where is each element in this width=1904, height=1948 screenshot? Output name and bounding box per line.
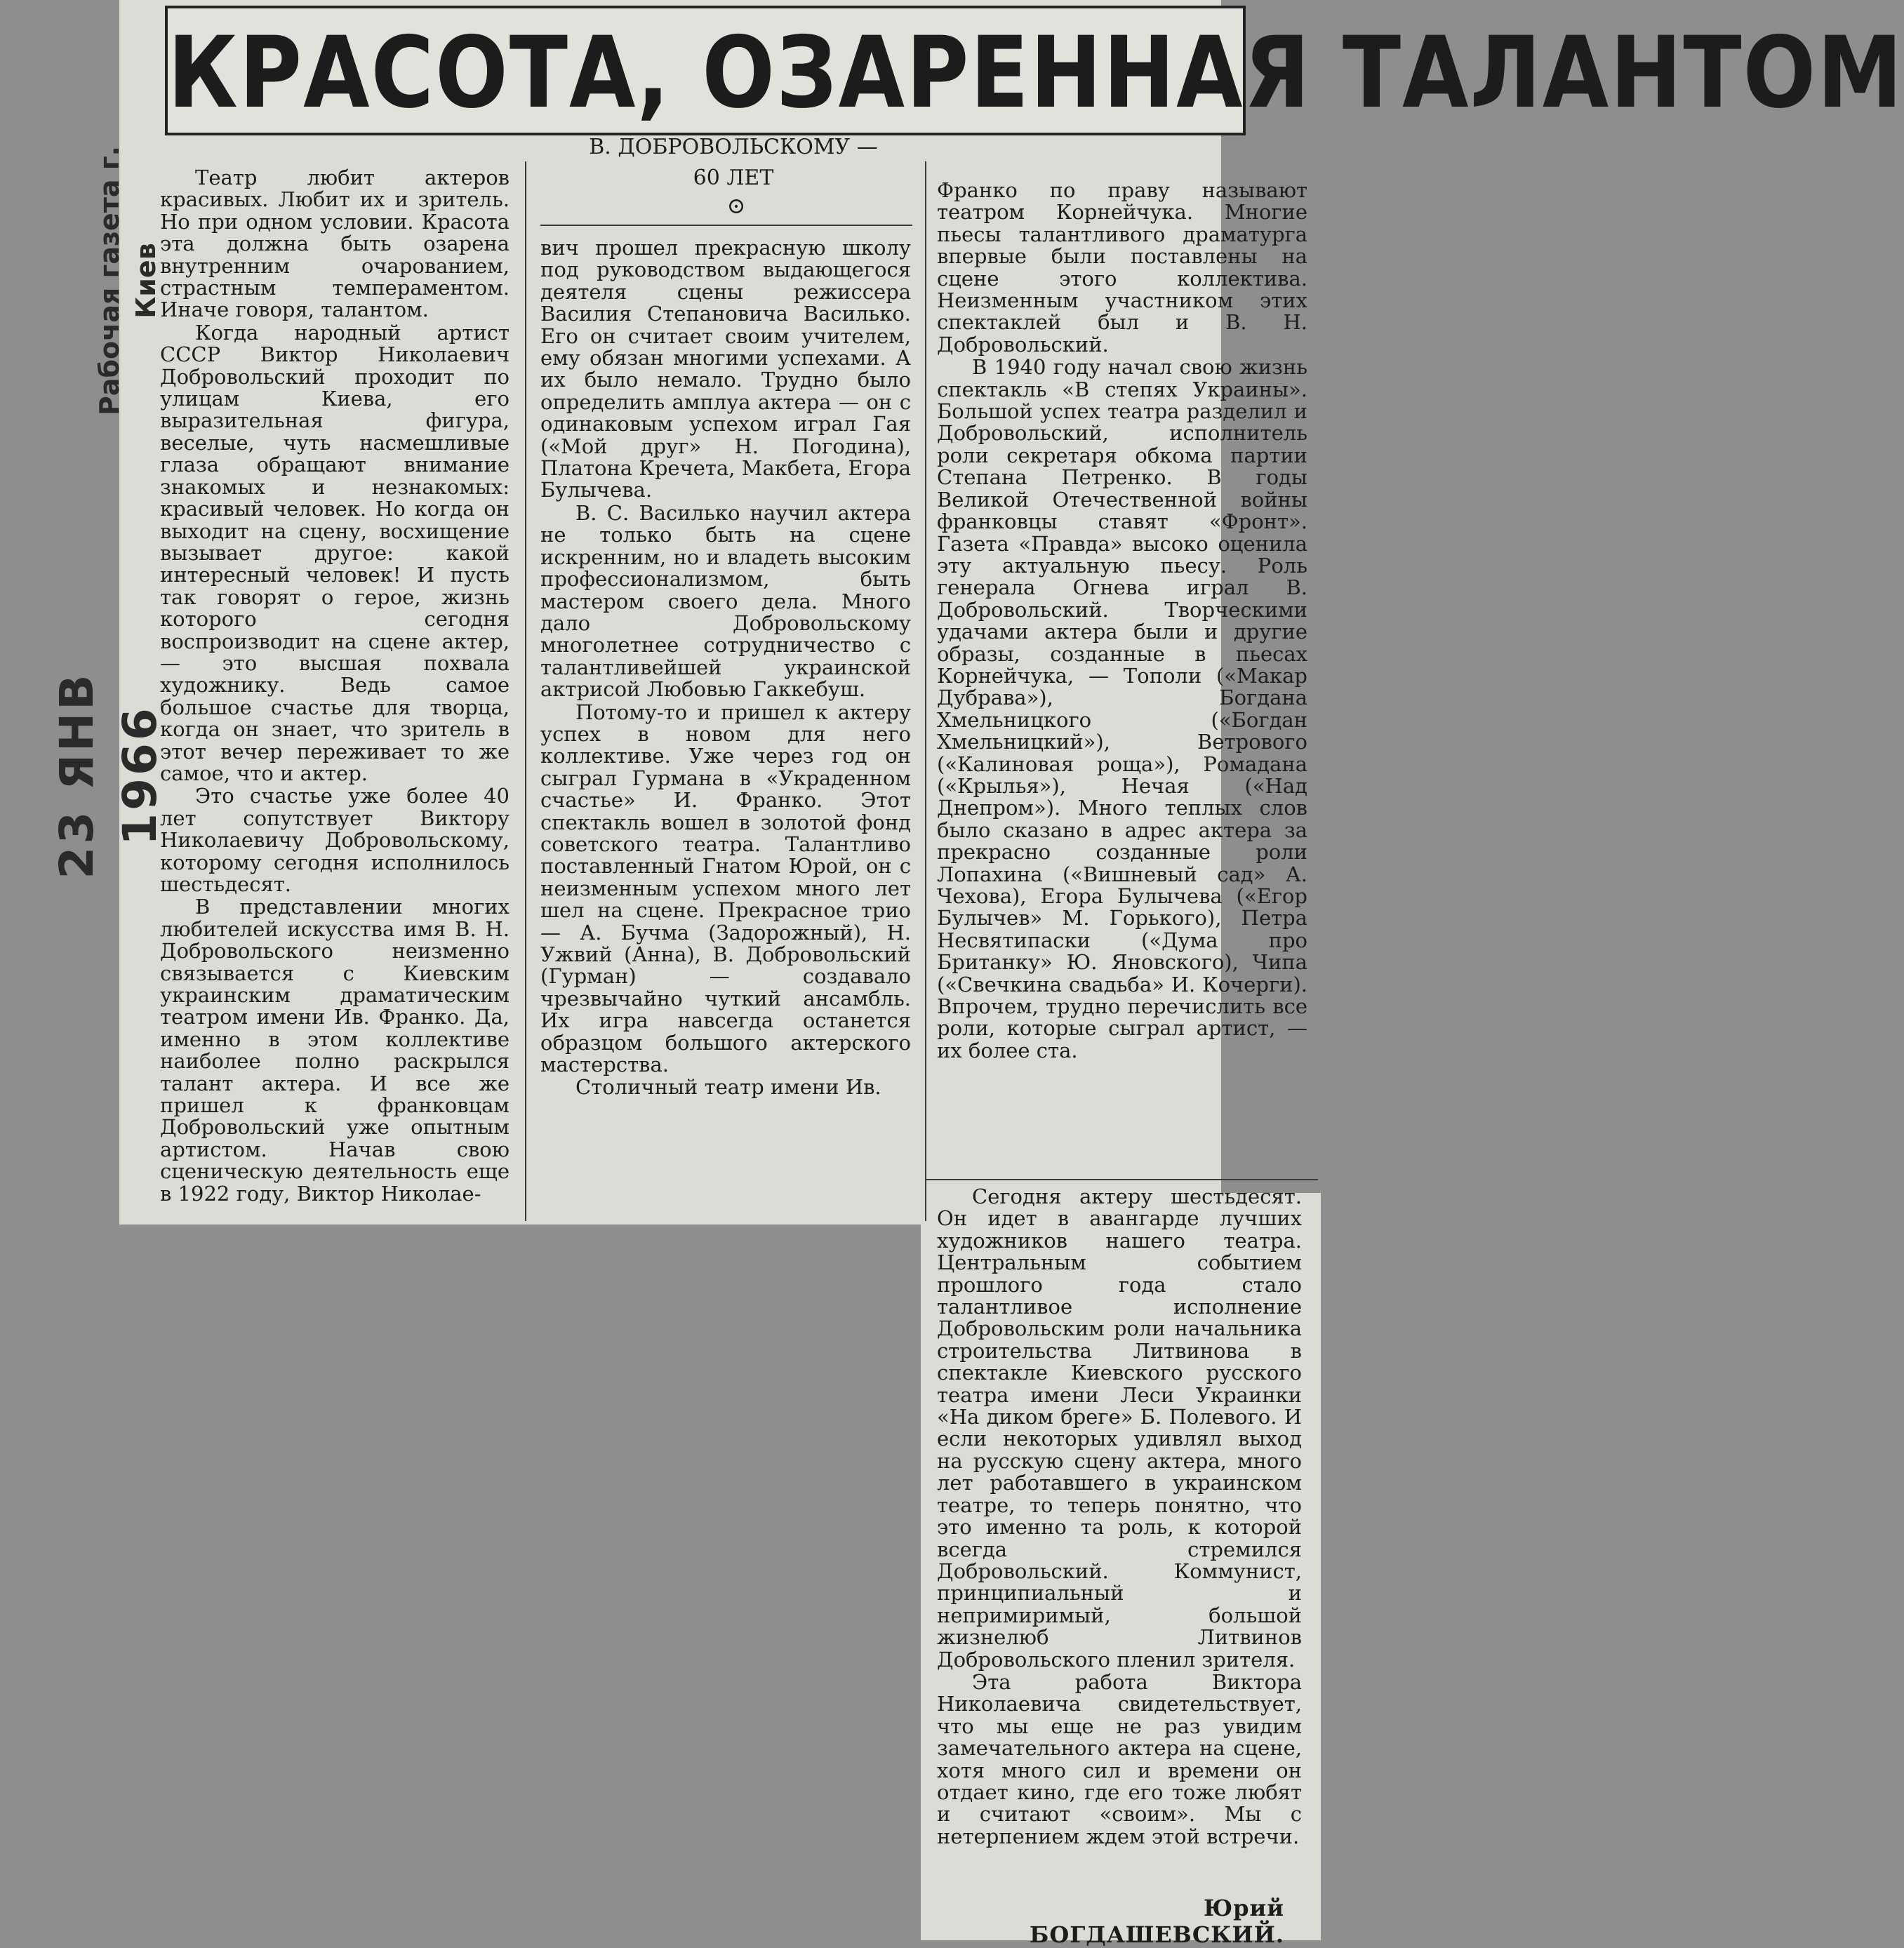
paragraph: В 1940 году начал свою жизнь спектакль «В степях Украины». Большой успех театра разделил и Добровольский, исполнитель роли секретаря обкома партии Степана Петренко. В годы Великой Отечественной войны франковцы ставят «Фронт». Газета «Правда» высоко оценила эту актуальную пьесу. Роль генерала Огнева играл В. Добровольский. Творческими удачами актера были и другие образы, созданные в пьесах Корнейчука, — Тополи («Макар Дубрава»), Богдана Хмельницкого («Богдан Хмельницкий»), Ветрового («Калиновая роща»), Ромадана («Крылья»), Нечая («Над Днепром»). Много теплых слов было сказано в адрес актера за прекрасно созданные роли Лопахина («Вишневый сад» А. Чехова), Егора Булычева («Егор Булычев» М. Горького), Петра Несвятипаски («Дума про Британку» Ю. Яновского), Чипа («Свечкина свадьба» И. Кочерги). Впрочем, трудно перечислить все роли, которые сыграл артист, — их более ста. (937, 355, 1307, 1062)
date-stamp: 23 ЯНВ 1966 (50, 672, 167, 879)
paragraph: вич прошел прекрасную школу под руководством выдающегося деятеля сцены режиссера Василия Степановича Василько. Его он считает своим учителем, ему обязан многими успехами. А их было немало. Трудно было определить амплуа актера — он с одинаковым успехом играл Гая («Мой друг» Н. Погодина), Платона Кречета, Макбета, Егора Булычева. (540, 236, 911, 502)
column-rule (540, 225, 912, 226)
column-rule (925, 1179, 1318, 1180)
paragraph: Это счастье уже более 40 лет сопутствует Виктору Николаевичу Добровольскому, которому сегодня исполнилось шестьдесят. (160, 784, 510, 896)
headline-frame (165, 6, 1904, 135)
paragraph: Театр любит актеров красивых. Любит их и зритель. Но при одном условии. Красота эта должна быть озарена внутренним очарованием, страстным темпераментом. Иначе говоря, талантом. (160, 166, 510, 322)
paragraph: Столичный театр имени Ив. (575, 1075, 881, 1100)
article-column-1 (160, 167, 510, 1206)
paragraph: Потому-то и пришел к актеру успех в новом для него коллективе. Уже через год он сыграл Гурмана в «Украденном счастье» И. Франко. Этот спектакль вошел в золотой фонд советского театра. Талантливо поставленный Гнатом Юрой, он с неизменным успехом много лет шел на сцене. Прекрасное трио — А. Бучма (Задорожный), Н. Ужвий (Анна), В. Добровольский (Гурман) — создавало чрезвычайно чуткий ансамбль. Их игра навсегда останется образцом большого актерского мастерства. (540, 700, 911, 1077)
column-rule (925, 161, 926, 1221)
subhead-line2: 60 ЛЕТ (693, 166, 774, 190)
article-column-3 (937, 180, 1307, 1062)
headline: КРАСОТА, ОЗАРЕННАЯ ТАЛАНТОМ (168, 15, 1904, 131)
paragraph: Франко по праву называют театром Корнейчука. Многие пьесы талантливого драматурга впервые были поставлены на сцене этого коллектива. Неизменным участником этих спектаклей был и В. Н. Добровольский. (937, 178, 1307, 356)
paragraph: Эта работа Виктора Николаевича свидетельствует, что мы еще не раз увидим замечательного актера на сцене, хотя много сил и времени он отдает кино, где его тоже любят и считают «своим». Мы с нетерпением ждем этой встречи. (937, 1669, 1302, 1848)
article-column-3-continued (937, 1186, 1302, 1848)
paragraph: Сегодня актеру шестьдесят. Он идет в авангарде лучших художников нашего театра. Центральным событием прошлого года стало талантливое исполнение Добровольским роли начальника строительства Литвинова в спектакле Киевского русского театра имени Леси Украинки «На диком бреге» Б. Полевого. И если некоторых удивлял выход на русскую сцену актера, много лет работавшего в украинском театре, то теперь понятно, что это именно та роль, к которой всегда стремился Добровольский. Коммунист, принципиальный и непримиримый, большой жизнелюб Литвинов Добровольского пленил зрителя. (937, 1185, 1302, 1672)
paragraph: Когда народный артист СССР Виктор Николаевич Добровольский проходит по улицам Киева, его выразительная фигура, веселые, чуть насмешливые глаза обращают внимание знакомых и незнакомых: красивый человек. Но когда он выходит на сцену, восхищение вызывает другое: какой интересный человек! И пусть так говорят о герое, жизнь которого сегодня воспроизводит на сцене актер, — это высшая похвала художнику. Ведь самое большое счастье для творца, когда он знает, что зритель в этот вечер переживает то же самое, что и актер. (160, 320, 510, 785)
column-rule (525, 161, 526, 1221)
source-stamp: Рабочая газета г. Киев (94, 145, 161, 416)
paragraph: В представлении многих любителей искусства имя В. Н. Добровольского неизменно связывается с Киевским украинским драматическим театром имени Ив. Франко. Да, именно в этом коллективе наиболее полно раскрылся талант актера. И все же пришел к франковцам Добровольский уже опытным артистом. Начав свою сценическую деятельность еще в 1922 году, Виктор Николае- (160, 895, 510, 1206)
article-column-2 (540, 237, 911, 1100)
subhead-line1: В. ДОБРОВОЛЬСКОМУ — (589, 135, 878, 159)
subhead (533, 132, 933, 194)
ornament-icon: ⊙ (726, 192, 746, 219)
paragraph: В. С. Василько научил актера не только быть на сцене искренним, но и владеть высоким профессионализмом, быть мастером своего дела. Много дало Добровольскому многолетнее сотрудничество с талантливейшей украинской актрисой Любовью Гаккебуш. (540, 500, 911, 702)
author-signature: Юрий БОГДАШЕВСКИЙ. (1029, 1895, 1284, 1948)
